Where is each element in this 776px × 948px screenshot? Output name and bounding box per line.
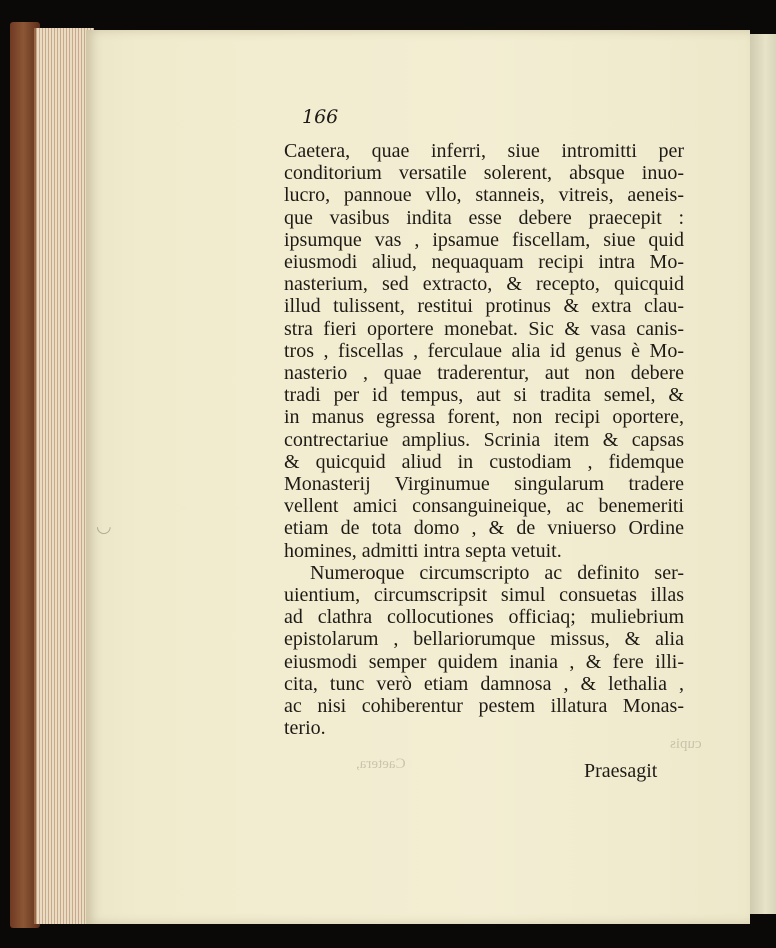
- text-line: eiusmodi semper quidem inania , & fere illi-: [284, 650, 684, 673]
- text-line: Monasterij Virginumue singularum tradere: [284, 473, 684, 496]
- text-line: tradi per id tempus, aut si tradita semel, &: [284, 384, 684, 407]
- text-line: nasterio , quae traderentur, aut non debere: [284, 362, 684, 385]
- text-line: ac nisi cohiberentur pestem illatura Monas-: [284, 695, 684, 718]
- facing-page-edge: [750, 34, 776, 914]
- text-line: tros , fiscellas , ferculaue alia id genus è Mo-: [284, 339, 684, 362]
- text-line: cita, tunc verò etiam damnosa , & lethalia ,: [284, 672, 684, 695]
- page-stack-edges: [34, 28, 94, 924]
- text-line: illud tulissent, restitui protinus & extra clau-: [284, 295, 684, 318]
- text-line: vellent amici consanguineique, ac benemeriti: [284, 495, 684, 518]
- text-line: uientium, circumscripsit simul consuetas illas: [284, 584, 684, 607]
- catchword: Praesagit: [584, 760, 658, 782]
- text-line: stra fieri oportere monebat. Sic & vasa canis-: [284, 317, 684, 340]
- text-line: eiusmodi aliud, nequaquam recipi intra Mo-: [284, 251, 684, 274]
- text-line: ipsumque vas , ipsamue fiscellam, siue quid: [284, 228, 684, 251]
- text-line: nasterium, sed extracto, & recepto, quicquid: [284, 273, 684, 296]
- text-line: terio.: [284, 717, 326, 740]
- text-line: Numeroque circumscripto ac definito ser-: [310, 561, 684, 584]
- body-text: [284, 140, 684, 739]
- text-line: in manus egressa forent, non recipi oportere,: [284, 406, 684, 429]
- text-line: etiam de tota domo , & de vniuerso Ordine: [284, 517, 684, 540]
- bleed-through-text: Caetera,: [356, 756, 406, 772]
- text-line: conditorium versatile solerent, absque inuo-: [284, 162, 684, 185]
- text-line: homines, admitti intra septa vetuit.: [284, 539, 562, 562]
- paper-blemish: ◡: [96, 516, 112, 537]
- page-number: 166: [302, 106, 339, 128]
- text-line: & quicquid aliud in custodiam , fidemque: [284, 450, 684, 473]
- text-line: contrectariue amplius. Scrinia item & capsas: [284, 428, 684, 451]
- text-line: que vasibus indita esse debere praecepit :: [284, 206, 684, 229]
- text-line: ad clathra collocutiones officiaq; muliebrium: [284, 606, 684, 629]
- text-line: lucro, pannoue vllo, stanneis, vitreis, aeneis-: [284, 184, 684, 207]
- text-line: epistolarum , bellariorumque missus, & alia: [284, 628, 684, 651]
- text-line: Caetera, quae inferri, siue intromitti per: [284, 140, 684, 162]
- bleed-through-text: cupis: [670, 736, 702, 752]
